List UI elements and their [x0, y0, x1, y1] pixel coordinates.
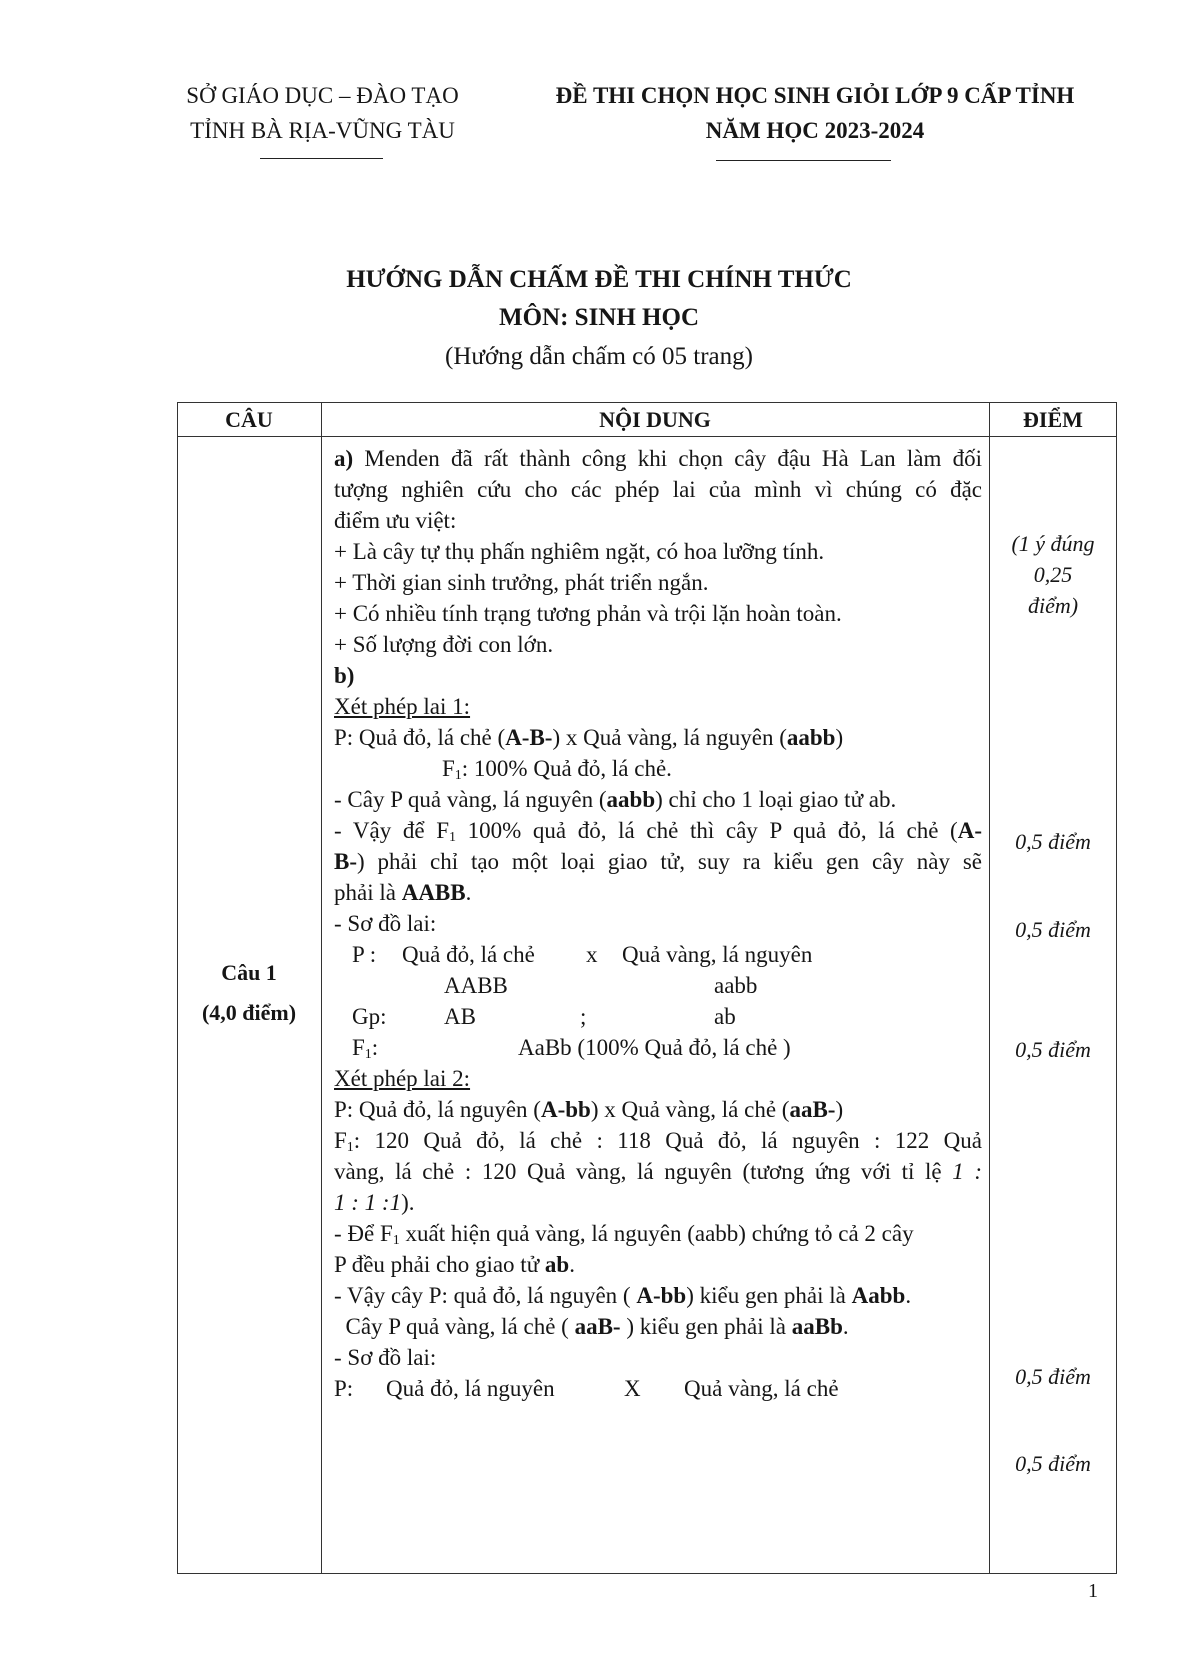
text: aaB- — [789, 1097, 836, 1122]
table-divider-1 — [321, 402, 322, 1574]
text: phải là — [334, 880, 402, 905]
text: . — [842, 1314, 849, 1339]
points-cell: 0,5 điểm — [1015, 1451, 1091, 1476]
content-line — [334, 877, 982, 908]
text: điểm) — [1027, 593, 1079, 618]
diagram1-p-row — [334, 939, 982, 970]
text: P: Quả đỏ, lá chẻ ( — [334, 725, 506, 750]
text: ) x Quả vàng, lá chẻ ( — [590, 1097, 790, 1122]
text: aaBb — [791, 1314, 843, 1339]
content-line — [334, 753, 982, 784]
text: tượng nghiên cứu cho các phép lai của mình vì chúng có đặc — [334, 477, 982, 502]
content-line — [334, 1342, 982, 1373]
text: ) kiểu gen phải là — [686, 1283, 852, 1308]
text: aabb — [786, 725, 836, 750]
points-part-a — [990, 528, 1116, 621]
text: x — [586, 942, 598, 967]
text: - Để F — [334, 1221, 393, 1246]
content-line — [334, 598, 982, 629]
text: ) x Quả vàng, lá nguyên ( — [552, 725, 787, 750]
page-number: 1 — [1088, 1580, 1098, 1602]
text: ). — [401, 1190, 415, 1215]
province-name: TỈNH BÀ RỊA-VŨNG TÀU — [190, 118, 455, 143]
text: A-bb — [540, 1097, 591, 1122]
text: + Có nhiều tính trạng tương phản và trội lặn hoàn toàn. — [334, 601, 842, 626]
diagram2-p-row — [334, 1373, 982, 1404]
text: AABB — [401, 880, 466, 905]
text: Quả vàng, lá chẻ — [684, 1376, 839, 1401]
content-cell — [334, 443, 982, 1404]
content-line — [334, 846, 982, 877]
text: Menden đã rất thành công khi chọn cây đậu Hà Lan làm đối — [353, 446, 982, 471]
text: ) — [835, 1097, 844, 1122]
text: ) chỉ cho 1 loại giao tử ab. — [655, 787, 897, 812]
content-line — [334, 1249, 982, 1280]
part-a-label: a) — [334, 446, 354, 471]
text: - Vậy để F — [334, 818, 449, 843]
text: điểm ưu việt: — [334, 508, 457, 533]
content-line — [334, 1280, 982, 1311]
question-points: (4,0 điểm) — [201, 1000, 297, 1025]
text: : 100% Quả đỏ, lá chẻ. — [461, 756, 672, 781]
content-line — [334, 629, 982, 660]
text: P: — [334, 1376, 354, 1401]
diagram1-f1-row — [334, 1032, 982, 1063]
col-header-content: NỘI DUNG — [599, 407, 711, 432]
text: P: Quả đỏ, lá nguyên ( — [334, 1097, 541, 1122]
text: ) phải chỉ tạo một loại giao tử, suy ra kiểu gen cây này sẽ — [357, 849, 982, 874]
text: ; — [580, 1004, 587, 1029]
header-right-rule — [716, 160, 891, 161]
question-label: Câu 1 — [221, 960, 277, 985]
content-line — [334, 1218, 982, 1249]
text: . — [569, 1252, 575, 1277]
content-line — [334, 505, 982, 536]
text: F — [442, 756, 455, 781]
text: 1 — [392, 1233, 400, 1248]
part-b-label: b) — [334, 663, 355, 688]
text: ab — [544, 1252, 570, 1277]
text: Cây P quả vàng, lá chẻ ( — [334, 1314, 575, 1339]
text: 100% quả đỏ, lá chẻ thì cây P quả đỏ, lá chẻ ( — [455, 818, 958, 843]
text: ) — [835, 725, 844, 750]
text: (1 ý đúng — [1011, 531, 1095, 556]
content-line — [334, 1156, 982, 1187]
content-line — [334, 1125, 982, 1156]
content-line — [334, 1063, 982, 1094]
text: + Thời gian sinh trưởng, phát triển ngắn. — [334, 570, 709, 595]
content-line — [334, 908, 982, 939]
header-left — [170, 78, 475, 148]
content-line — [334, 691, 982, 722]
text: Quả đỏ, lá chẻ — [402, 942, 535, 967]
text: - Vậy cây P: quả đỏ, lá nguyên ( — [334, 1283, 637, 1308]
text: . — [465, 880, 472, 905]
table-header-divider — [177, 436, 1117, 437]
text: . — [905, 1283, 912, 1308]
header-left-rule — [260, 158, 383, 159]
text: + Là cây tự thụ phấn nghiêm ngặt, có hoa lưỡng tính. — [334, 539, 825, 564]
points-cell: 0,5 điểm — [1015, 1037, 1091, 1062]
content-line — [334, 1311, 982, 1342]
text: xuất hiện quả vàng, lá nguyên (aabb) chứng tỏ cả 2 cây — [399, 1221, 914, 1246]
text: : 120 Quả đỏ, lá chẻ : 118 Quả đỏ, lá nguyên : 122 Quả — [353, 1128, 982, 1153]
cross2-heading: Xét phép lai 2: — [334, 1066, 471, 1091]
content-line — [334, 722, 982, 753]
points-cell: 0,5 điểm — [1015, 1364, 1091, 1389]
col-header-question: CÂU — [225, 407, 273, 432]
text: 1 — [454, 768, 462, 783]
diagram1-gamete-row — [334, 1001, 982, 1032]
text: AB — [444, 1004, 476, 1029]
content-line — [334, 567, 982, 598]
text: Gp: — [352, 1004, 387, 1029]
text: : — [371, 1035, 379, 1060]
text: 1 — [364, 1047, 372, 1062]
text: AaBb (100% Quả đỏ, lá chẻ ) — [518, 1035, 791, 1060]
text: ) kiểu gen phải là — [626, 1314, 792, 1339]
text: F — [334, 1128, 347, 1153]
text: 0,25 — [1033, 562, 1073, 587]
content-line — [334, 784, 982, 815]
text: vàng, lá chẻ : 120 Quả vàng, lá nguyên (tương ứng với tỉ lệ — [334, 1159, 953, 1184]
text: - Cây P quả vàng, lá nguyên ( — [334, 787, 607, 812]
cross1-heading: Xét phép lai 1: — [334, 694, 471, 719]
doc-title: HƯỚNG DẪN CHẤM ĐỀ THI CHÍNH THỨC — [346, 266, 852, 293]
text: X — [624, 1376, 641, 1401]
content-line — [334, 1094, 982, 1125]
text: Aabb — [851, 1283, 906, 1308]
col-header-points: ĐIỂM — [1023, 407, 1083, 432]
text: A-bb — [636, 1283, 687, 1308]
text: 1 — [448, 830, 456, 845]
points-cell: 0,5 điểm — [1015, 917, 1091, 942]
text: + Số lượng đời con lớn. — [334, 632, 554, 657]
text: - Sơ đồ lai: — [334, 911, 437, 936]
content-line — [334, 1187, 982, 1218]
text: A-B- — [505, 725, 553, 750]
text: B- — [334, 849, 357, 874]
exam-name: ĐỀ THI CHỌN HỌC SINH GIỎI LỚP 9 CẤP TỈNH — [555, 83, 1075, 108]
text: - Sơ đồ lai: — [334, 1345, 437, 1370]
text: 1 : — [952, 1159, 982, 1184]
department-name: SỞ GIÁO DỤC – ĐÀO TẠO — [186, 83, 459, 108]
text: 1 — [346, 1140, 354, 1155]
content-line — [334, 660, 982, 691]
content-line — [334, 474, 982, 505]
text: aaB- — [574, 1314, 627, 1339]
diagram1-genotype-row — [334, 970, 982, 1001]
text: F — [352, 1035, 365, 1060]
content-line — [334, 443, 982, 474]
content-line — [334, 536, 982, 567]
subject-title: MÔN: SINH HỌC — [499, 304, 699, 331]
content-line — [334, 815, 982, 846]
points-cell: 0,5 điểm — [1015, 829, 1091, 854]
text: AABB — [444, 973, 508, 998]
question-cell — [178, 953, 320, 1033]
text: Quả đỏ, lá nguyên — [386, 1376, 555, 1401]
page-count-note: (Hướng dẫn chấm có 05 trang) — [445, 343, 753, 370]
school-year: NĂM HỌC 2023-2024 — [705, 118, 925, 143]
header-right — [545, 78, 1085, 148]
text: 1 : 1 :1 — [334, 1190, 402, 1215]
text: P : — [352, 942, 377, 967]
text: ab — [714, 1004, 736, 1029]
text: aabb — [606, 787, 656, 812]
text: Quả vàng, lá nguyên — [622, 942, 813, 967]
text: A- — [957, 818, 982, 843]
text: P đều phải cho giao tử — [334, 1252, 545, 1277]
text: aabb — [714, 973, 758, 998]
